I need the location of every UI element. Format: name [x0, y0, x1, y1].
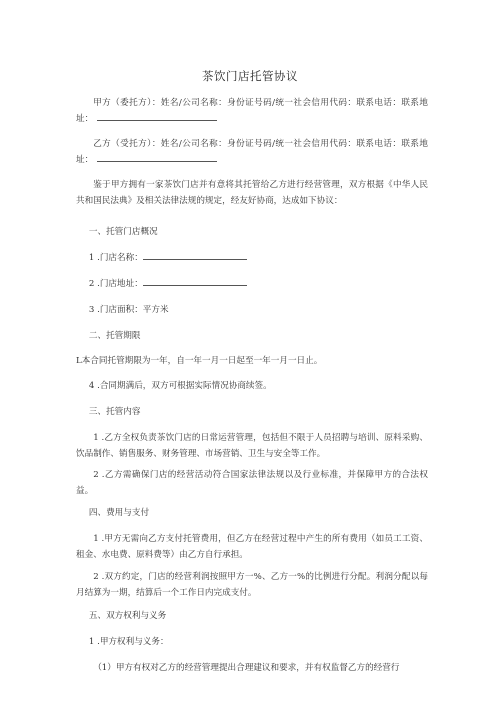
section-4-heading: 四、费用与支付 — [88, 508, 150, 518]
store-name-label: 1 .门店名称： — [88, 253, 143, 263]
party-b-address-blank — [97, 152, 217, 162]
section-5-heading: 五、双方权利与义务 — [88, 611, 167, 621]
content-clause-1: 1 .乙方全权负责茶饮门店的日常运营管理，包括但不限于人员招聘与培训、原料采购、饮品制作、销售服务、财务管理、市场营销、卫生与安全等工作。 — [76, 433, 428, 459]
fee-clause-1: 1 .甲方无需向乙方支付托管费用，但乙方在经营过程中产生的所有费用（如员工工资、租金、水电费、原料费等）由乙方自行承担。 — [76, 534, 428, 560]
party-a-paragraph — [76, 95, 428, 127]
section-2-heading: 二、托管期限 — [88, 331, 141, 341]
preamble-paragraph: 鉴于甲方拥有一家茶饮门店并有意将其托管给乙方进行经营管理，双方根据《中华人民共和国民法典》及相关法律法规的规定，经友好协商，达成如下协议： — [76, 180, 428, 206]
party-a-rights-heading: 1 .甲方权利与义务： — [88, 637, 169, 647]
term-clause-1: L本合同托管期限为一年，自一年一月一日起至一年一月一日止。 — [76, 356, 323, 366]
store-name-line — [76, 250, 428, 266]
party-a-rights-clause-1: （1）甲方有权对乙方的经营管理提出合理建议和要求，并有权监督乙方的经营行 — [93, 663, 400, 673]
store-name-blank — [143, 250, 247, 260]
store-address-blank — [143, 276, 247, 286]
section-1-heading: 一、托管门店概况 — [88, 227, 158, 237]
party-b-paragraph — [76, 136, 428, 168]
party-b-text: 乙方（受托方）：姓名/公司名称：身份证号码/统一社会信用代码：联系电话：联系地址： — [76, 139, 428, 165]
store-address-line — [76, 276, 428, 292]
store-area-line: 3 .门店面积：平方米 — [88, 305, 169, 315]
document-title: 茶饮门店托管协议 — [202, 69, 298, 83]
term-clause-2: 4 .合同期满后，双方可根据实际情况协商续签。 — [88, 381, 272, 391]
party-a-text: 甲方（委托方）：姓名/公司名称：身份证号码/统一社会信用代码：联系电话：联系地址： — [76, 98, 428, 124]
store-address-label: 2 .门店地址： — [88, 279, 143, 289]
content-clause-2: 2 .乙方需确保门店的经营活动符合国家法律法规以及行业标准，并保障甲方的合法权益。 — [76, 470, 428, 496]
party-a-address-blank — [97, 111, 217, 121]
section-3-heading: 三、托管内容 — [88, 407, 141, 417]
fee-clause-2: 2 .双方约定，门店的经营利润按照甲方一%、乙方一%的比例进行分配。利润分配以每月结算为一期，结算后一个工作日内完成支付。 — [76, 572, 428, 598]
